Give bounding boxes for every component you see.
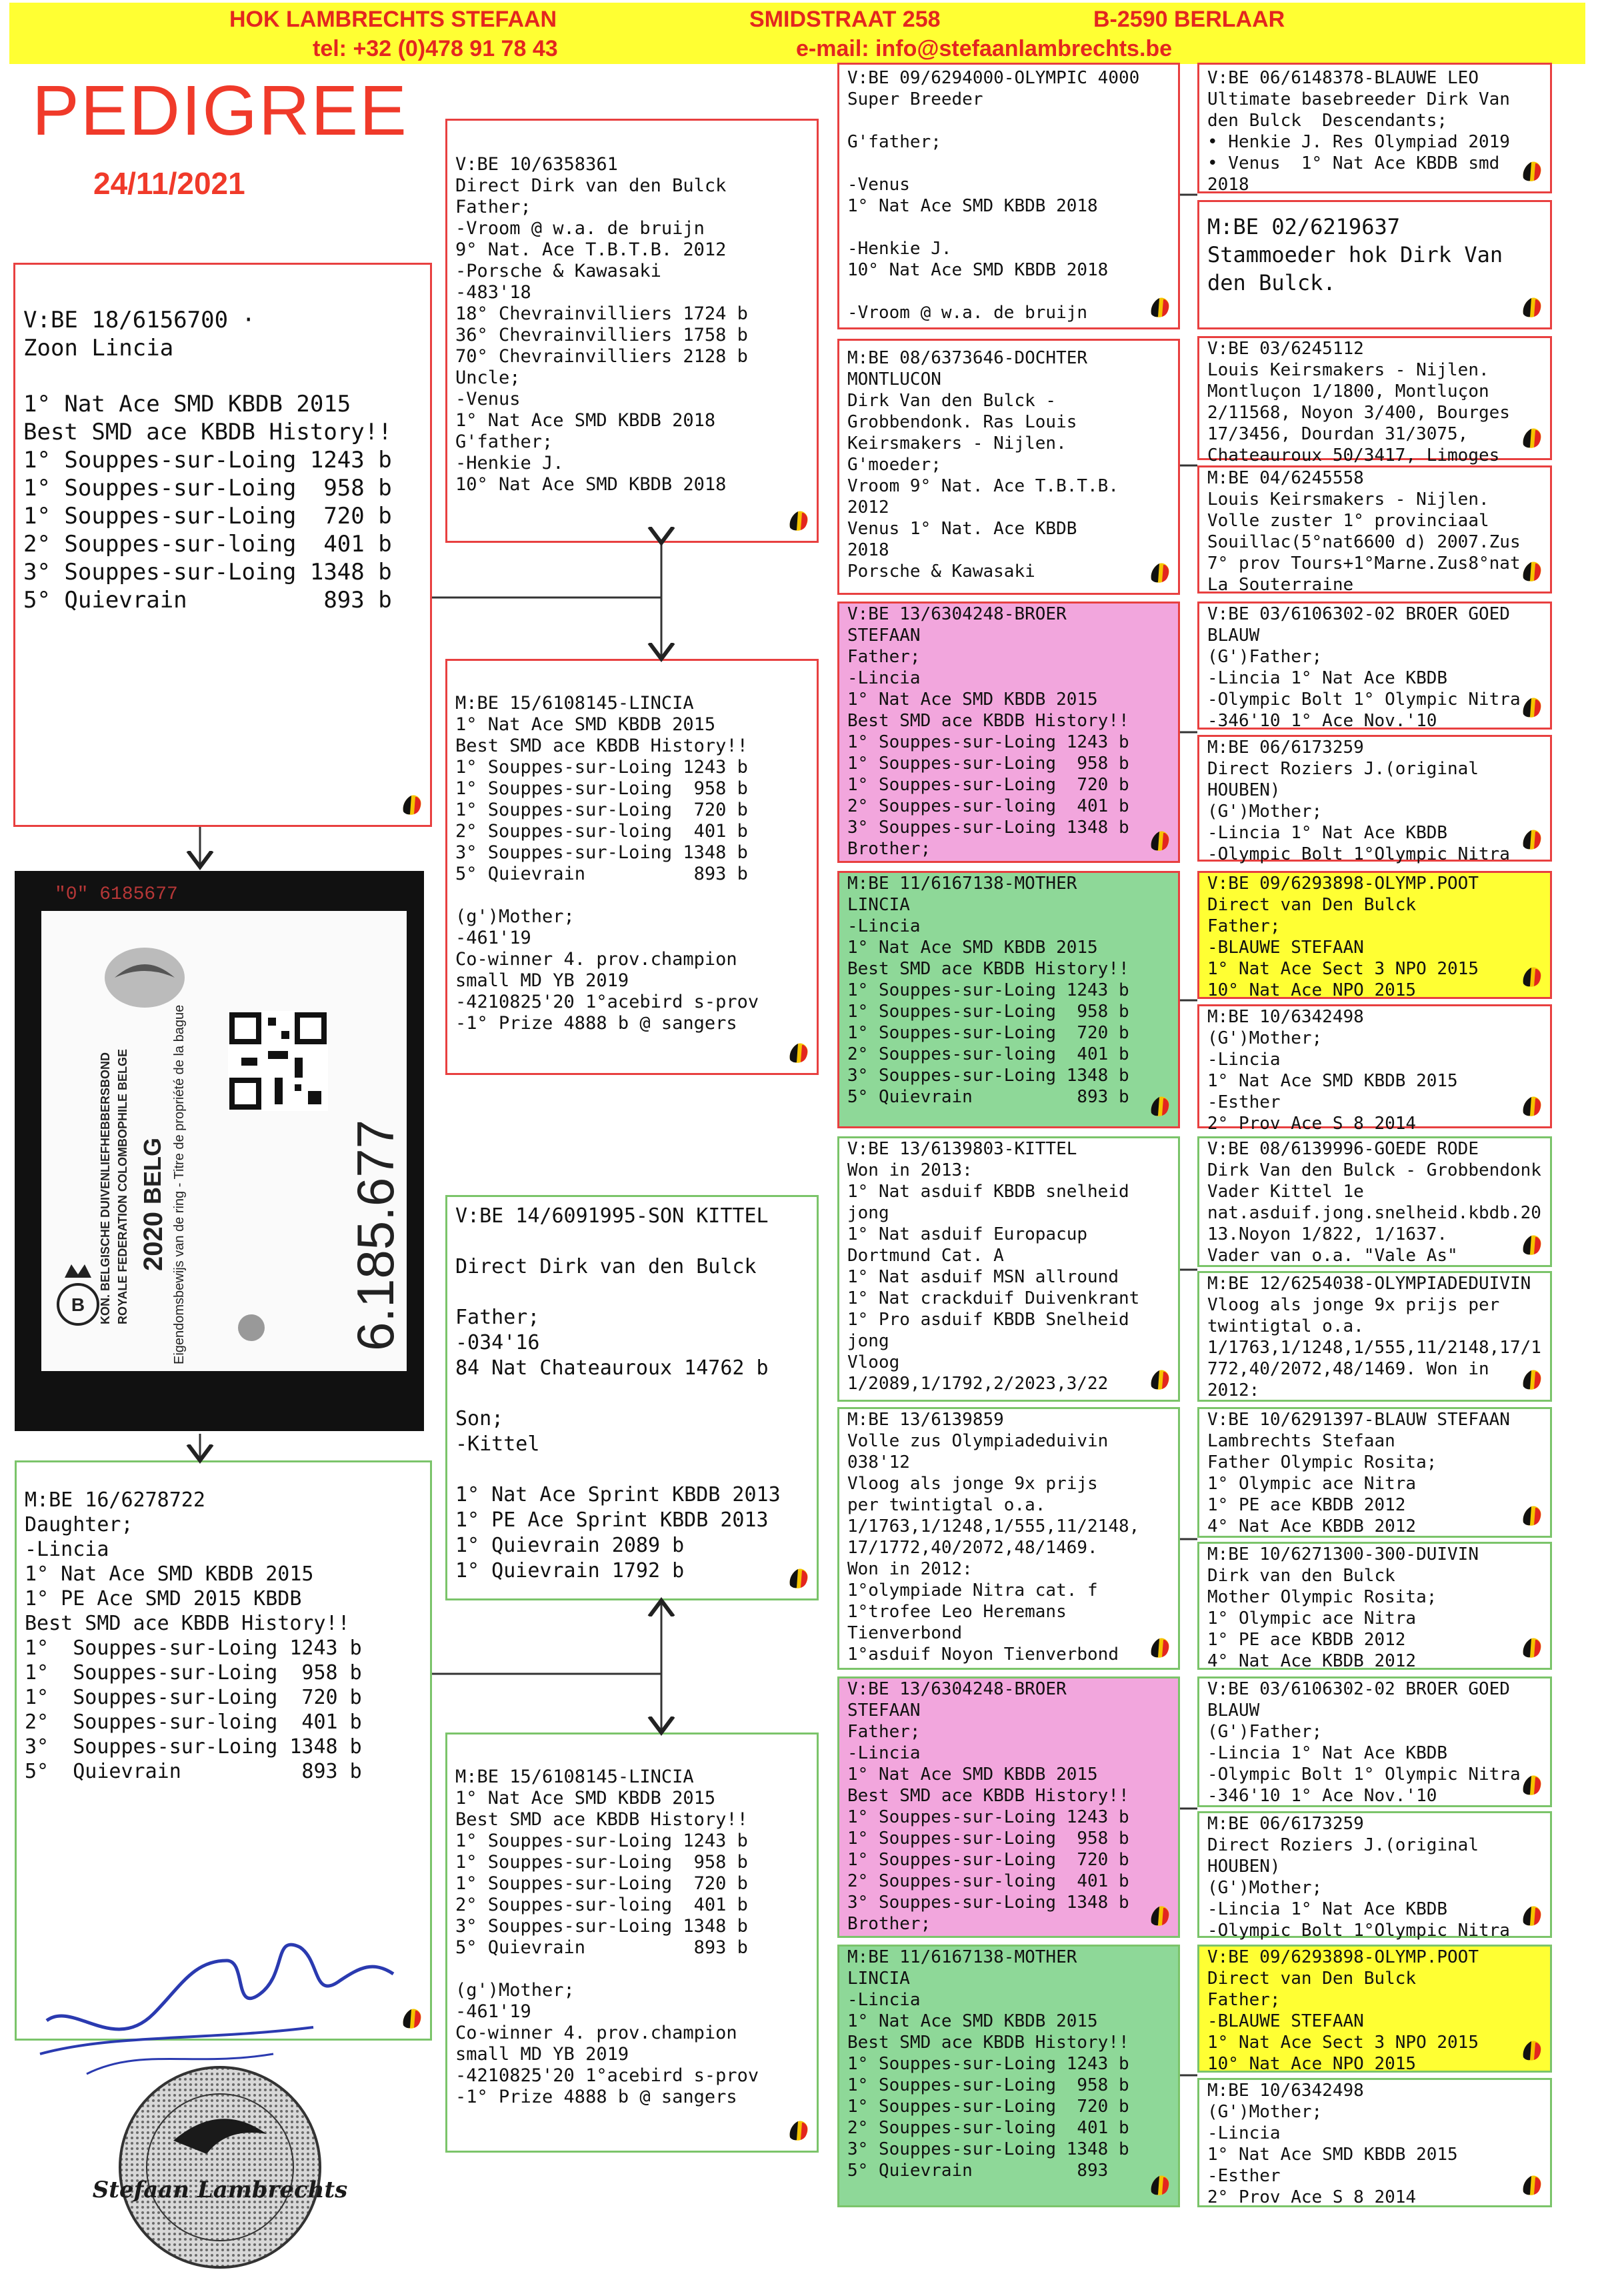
pedigree-line: STEFAAN	[847, 626, 921, 646]
pedigree-line: -Olympic Bolt 1° Olympic Nitra	[1207, 1765, 1521, 1785]
pedigree-line: 3° Souppes-sur-Loing 1348 b	[847, 1893, 1129, 1913]
loft-city: B-2590 BERLAAR	[1093, 7, 1285, 32]
pedigree-line: 10° Nat Ace NPO 2015	[1207, 2054, 1417, 2074]
pedigree-line: Volle zus Olympiadeduivin	[847, 1431, 1109, 1451]
pedigree-line: M:BE 11/6167138-MOTHER	[847, 1947, 1077, 1967]
pedigree-line: 1/2089,1/1792,2/2023,3/22	[847, 1374, 1109, 1394]
pedigree-line: 1/1763,1/1248,1/555,11/2148,17/1	[1207, 1338, 1541, 1358]
pedigree-line: Co-winner 4. prov.champion	[455, 949, 737, 970]
pedigree-line: V:BE 13/6304248-BROER	[847, 1679, 1067, 1699]
pedigree-line: Direct Roziers J.(original	[1207, 759, 1479, 779]
pedigree-line: 1° Souppes-sur-Loing 958 b	[847, 1829, 1129, 1849]
pedigree-line: -BLAUWE STEFAAN	[1207, 938, 1364, 958]
pedigree-line: • Henkie J. Res Olympiad 2019	[1207, 132, 1510, 152]
pedigree-line: (g')Mother;	[455, 906, 575, 927]
pedigree-line: -1° Prize 4888 b @ sangers	[455, 2087, 737, 2107]
pedigree-line: M:BE 10/6342498	[1207, 2081, 1364, 2101]
pedigree-line: 1° Nat Ace SMD KBDB 2015	[847, 938, 1098, 958]
pedigree-line: 1° Souppes-sur-Loing 720 b	[25, 1686, 362, 1709]
pedigree-line: Co-winner 4. prov.champion	[455, 2023, 737, 2043]
pedigree-line: 1° Nat Ace SMD KBDB 2015	[847, 2011, 1098, 2031]
pedigree-line: 2° Souppes-sur-loing 401 b	[455, 821, 748, 842]
pedigree-line: -Venus	[455, 389, 521, 409]
pedigree-line: 1° Nat Ace SMD KBDB 2015	[847, 690, 1098, 710]
pedigree-line: Best SMD ace KBDB History!!	[847, 1786, 1129, 1806]
pedigree-line: -4210825'20 1°acebird s-prov	[455, 2065, 759, 2086]
pedigree-line: Uncle;	[455, 367, 521, 388]
pedigree-line: M:BE 15/6108145-LINCIA	[455, 693, 694, 714]
pedigree-line: Vader Kittel 1e	[1207, 1182, 1364, 1202]
pedigree-line: Vader van o.a. "Vale As"	[1207, 1246, 1458, 1266]
pedigree-line: M:BE 08/6373646-DOCHTER	[847, 348, 1088, 368]
pedigree-line: M:BE 16/6278722	[25, 1488, 205, 1512]
pedigree-line: 1° Nat crackduif Duivenkrant	[847, 1288, 1140, 1308]
pedigree-line: G'father;	[847, 132, 941, 152]
svg-text:B: B	[71, 1294, 85, 1315]
pedigree-line: Won in 2012:	[847, 1559, 973, 1579]
pedigree-line: Vroom 9° Nat. Ace T.B.T.B.	[847, 476, 1119, 496]
pedigree-line: per twintigtal o.a.	[847, 1495, 1046, 1515]
loft-name: HOK LAMBRECHTS STEFAAN	[229, 7, 557, 32]
pedigree-line: -Vroom @ w.a. de bruijn	[847, 303, 1088, 323]
pedigree-line: 1° Souppes-sur-Loing 720 b	[847, 1850, 1129, 1870]
pedigree-line: V:BE 18/6156700 ·	[23, 307, 255, 333]
pedigree-line: 17/1772,40/2072,48/1469.	[847, 1538, 1098, 1558]
pedigree-line: 2° Souppes-sur-loing 401 b	[847, 796, 1129, 816]
pedigree-line: M:BE 15/6108145-LINCIA	[455, 1767, 694, 1787]
pedigree-line: 2012:	[1207, 1380, 1260, 1400]
pedigree-line: Louis Keirsmakers - Nijlen.	[1207, 360, 1489, 380]
pedigree-line: 1° Souppes-sur-Loing 1243 b	[847, 1807, 1129, 1827]
pedigree-line: 1° Souppes-sur-Loing 1243 b	[847, 2054, 1129, 2074]
pedigree-line: den Bulck Descendants;	[1207, 111, 1448, 131]
pedigree-line: STEFAAN	[847, 1700, 921, 1720]
federation-fr: ROYALE FEDERATION COLOMBOPHILE BELGE	[116, 1048, 129, 1324]
pedigree-line: Best SMD ace KBDB History!!	[847, 2033, 1129, 2053]
pedigree-line: 5° Quievrain 893 b	[847, 1087, 1129, 1107]
pedigree-line: Direct Roziers J.(original	[1207, 1835, 1479, 1855]
pedigree-line: 1° Souppes-sur-Loing 1243 b	[455, 1831, 748, 1851]
loft-email[interactable]: e-mail: info@stefaanlambrechts.be	[796, 36, 1173, 61]
pedigree-line: 1° Nat Ace Sect 3 NPO 2015	[1207, 959, 1479, 979]
pedigree-line: 1° Nat Ace SMD KBDB 2015	[455, 1788, 716, 1809]
pedigree-line: 1° PE ace KBDB 2012	[1207, 1630, 1406, 1650]
pedigree-line: BLAUW	[1207, 626, 1260, 646]
pedigree-line: Father Olympic Rosita;	[1207, 1452, 1437, 1472]
pedigree-line: small MD YB 2019	[455, 970, 629, 991]
pedigree-line: 1° Souppes-sur-Loing 958 b	[455, 778, 748, 799]
pedigree-line: 10° Nat Ace SMD KBDB 2018	[847, 260, 1109, 280]
pedigree-line: 1° PE Ace SMD 2015 KBDB	[25, 1587, 302, 1610]
pedigree-line: 1° Souppes-sur-Loing 958 b	[847, 1002, 1129, 1022]
pedigree-line: V:BE 03/6245112	[1207, 339, 1364, 359]
pedigree-line: Father;	[455, 1306, 540, 1329]
pedigree-line: 1° Souppes-sur-Loing 720 b	[455, 800, 748, 820]
pedigree-line: Father;	[1207, 916, 1281, 936]
hologram-seal-icon	[92, 2061, 348, 2274]
pedigree-line: -Olympic Bolt 1° Olympic Nitra	[1207, 690, 1521, 710]
pedigree-line: M:BE 06/6173259	[1207, 1814, 1364, 1834]
pedigree-line: 2° Souppes-sur-loing 401 b	[25, 1710, 362, 1734]
pedigree-line: 1° Nat asduif MSN allround	[847, 1267, 1119, 1287]
pedigree-line: Mother Olympic Rosita;	[1207, 1587, 1437, 1607]
pedigree-line: 5° Quievrain 893 b	[455, 1937, 748, 1958]
seal-name: Stefaan Lambrechts	[92, 2177, 348, 2203]
pedigree-line: V:BE 09/6293898-OLYMP.POOT	[1207, 1947, 1479, 1967]
ownership-text: Eigendomsbewijs van de ring - Titre de propriété de la bague	[172, 1004, 187, 1364]
pedigree-line: Son;	[455, 1407, 504, 1430]
pedigree-line: Best SMD ace KBDB History!!	[455, 1809, 748, 1830]
pedigree-line: Best SMD ace KBDB History!!	[455, 736, 748, 756]
pedigree-line: Brother;	[847, 839, 931, 859]
pedigree-line: 2° Souppes-sur-loing 401 b	[847, 2118, 1129, 2138]
pedigree-line: 3° Souppes-sur-Loing 1348 b	[847, 2139, 1129, 2159]
pedigree-line: Ultimate basebreeder Dirk Van	[1207, 89, 1510, 109]
pedigree-line: 1° Nat Ace SMD KBDB 2015	[25, 1562, 314, 1586]
pedigree-line: 1° Nat Ace SMD KBDB 2015	[455, 714, 716, 735]
pedigree-line: jong	[847, 1203, 889, 1223]
pedigree-line: Direct van Den Bulck	[1207, 1969, 1417, 1989]
pedigree-line: 2° Prov Ace S 8 2014	[1207, 2187, 1417, 2207]
pedigree-line: jong	[847, 1331, 889, 1351]
pedigree-line: 3° Souppes-sur-Loing 1348 b	[23, 559, 392, 586]
pedigree-line: 2018	[847, 540, 889, 560]
pedigree-line: 1° Souppes-sur-Loing 720 b	[847, 1023, 1129, 1043]
pedigree-line: M:BE 06/6173259	[1207, 738, 1364, 758]
pedigree-line: La Souterraine	[1207, 575, 1354, 595]
pedigree-line: (G')Father;	[1207, 647, 1323, 667]
pedigree-line: 1° Nat asduif KBDB snelheid	[847, 1182, 1129, 1202]
page-title: PEDIGREE	[32, 71, 408, 150]
pedigree-line: 4° Nat Ace KBDB 2012	[1207, 1651, 1417, 1671]
pedigree-line: (g')Mother;	[455, 1980, 575, 2001]
pedigree-line: -Esther	[1207, 1092, 1281, 1112]
pedigree-line: Montluçon 1/1800, Montluçon	[1207, 381, 1489, 401]
pedigree-line: 1° Souppes-sur-Loing 1243 b	[455, 757, 748, 778]
pedigree-line: Won in 2013:	[847, 1160, 973, 1180]
pedigree-line: 1° Nat Ace SMD KBDB 2018	[455, 410, 716, 431]
pedigree-line: Daughter;	[25, 1513, 133, 1536]
pedigree-line: M:BE 13/6139859	[847, 1410, 1004, 1430]
pedigree-line: Vloog als jonge 9x prijs	[847, 1474, 1098, 1494]
pedigree-line: -483'18	[455, 282, 531, 303]
pedigree-line: Grobbendonk. Ras Louis	[847, 412, 1077, 432]
pedigree-line: 18° Chevrainvilliers 1724 b	[455, 303, 748, 324]
ring-number: 6.185.677	[346, 1119, 405, 1351]
pedigree-line: Keirsmakers - Nijlen.	[847, 433, 1067, 453]
pedigree-line: 1°trofee Leo Heremans	[847, 1602, 1067, 1622]
pedigree-line: 1° Nat Ace Sect 3 NPO 2015	[1207, 2033, 1479, 2053]
pedigree-line: 1° Souppes-sur-Loing 1243 b	[847, 732, 1129, 752]
pedigree-line: 13.Noyon 1/822, 1/1637.	[1207, 1224, 1448, 1244]
pedigree-line: 4° Nat Ace KBDB 2012	[1207, 1516, 1417, 1536]
pedigree-line: 5° Quievrain 893	[847, 2161, 1109, 2181]
pedigree-line: 1° Nat Ace SMD KBDB 2015	[23, 391, 351, 417]
pedigree-line: Brother;	[847, 1914, 931, 1934]
pedigree-line: -034'16	[455, 1331, 540, 1354]
pedigree-line: 2° Souppes-sur-loing 401 b	[847, 1871, 1129, 1891]
pedigree-line: Best SMD ace KBDB History!!	[23, 419, 392, 445]
pedigree-line: 17/3456, Dourdan 31/3075,	[1207, 424, 1469, 444]
pedigree-line: -Olympic Bolt 1°Olympic Nitra	[1207, 1921, 1510, 1941]
pedigree-line: 3° Souppes-sur-Loing 1348 b	[25, 1735, 362, 1759]
pedigree-line: (G')Father;	[1207, 1722, 1323, 1742]
pedigree-line: -Lincia	[847, 1990, 921, 2010]
pedigree-line: Chateauroux 50/3417, Limoges	[1207, 445, 1500, 465]
pedigree-line: 1° Souppes-sur-Loing 958 b	[847, 2075, 1129, 2095]
pedigree-line: LINCIA	[847, 1969, 910, 1989]
pedigree-line: M:BE 02/6219637	[1207, 214, 1400, 239]
pedigree-line: 3° Souppes-sur-Loing 1348 b	[455, 1916, 748, 1937]
pedigree-line: 1° Souppes-sur-Loing 720 b	[847, 2097, 1129, 2117]
pedigree-line: -Lincia	[847, 1743, 921, 1763]
pedigree-line: Vloog	[847, 1352, 900, 1372]
pedigree-line: V:BE 06/6148378-BLAUWE LEO	[1207, 68, 1479, 88]
pedigree-line: 1° Souppes-sur-Loing 1243 b	[847, 980, 1129, 1000]
pedigree-line: 1° Souppes-sur-Loing 958 b	[847, 754, 1129, 774]
pedigree-line: 2/11568, Noyon 3/400, Bourges	[1207, 403, 1510, 423]
pedigree-line: V:BE 08/6139996-GOEDE RODE	[1207, 1139, 1479, 1159]
pedigree-line: 3° Souppes-sur-Loing 1348 b	[847, 818, 1129, 838]
pedigree-line: Father;	[847, 647, 921, 667]
pedigree-line: 1° Nat Ace SMD KBDB 2015	[847, 1765, 1098, 1785]
pedigree-line: • Venus 1° Nat Ace KBDB smd	[1207, 153, 1500, 173]
pedigree-line: -346'10 1° Ace Nov.'10	[1207, 711, 1437, 731]
pedigree-line: V:BE 10/6358361	[455, 154, 618, 175]
pedigree-line: Father;	[847, 1722, 921, 1742]
pedigree-line: 5° Quievrain 893 b	[23, 587, 392, 614]
pedigree-line: 1° Souppes-sur-Loing 720 b	[455, 1873, 748, 1894]
pedigree-line: -Henkie J.	[847, 239, 952, 259]
pedigree-line: -4210825'20 1°acebird s-prov	[455, 992, 759, 1012]
pedigree-line: Souillac(5°nat6600 d) 2007.Zus	[1207, 532, 1521, 552]
federation-nl: KON. BELGISCHE DUIVENLIEFHEBBERSBOND	[99, 1052, 112, 1324]
pedigree-line: M:BE 10/6342498	[1207, 1007, 1364, 1027]
pedigree-line: HOUBEN)	[1207, 1857, 1281, 1877]
pedigree-line: 1° Souppes-sur-Loing 720 b	[847, 775, 1129, 795]
ring-overprint: "0" 6185677	[55, 884, 178, 905]
pedigree-line: 3° Souppes-sur-Loing 1348 b	[455, 842, 748, 863]
pedigree-line: 038'12	[847, 1452, 910, 1472]
pedigree-line: 36° Chevrainvilliers 1758 b	[455, 325, 748, 345]
pedigree-line: V:BE 13/6304248-BROER	[847, 604, 1067, 624]
pedigree-line: 1° Nat Ace SMD KBDB 2015	[1207, 2145, 1458, 2165]
pedigree-line: -Lincia 1° Nat Ace KBDB	[1207, 1899, 1448, 1919]
pedigree-line: den Bulck.	[1207, 270, 1336, 295]
pedigree-line: -Lincia 1° Nat Ace KBDB	[1207, 668, 1448, 688]
pedigree-line: -Olympic Bolt 1°Olympic Nitra	[1207, 844, 1510, 864]
pedigree-line: Best SMD ace KBDB History!!	[847, 711, 1129, 731]
pedigree-date: 24/11/2021	[93, 166, 245, 201]
pedigree-line: -Lincia	[847, 668, 921, 688]
pedigree-line: -Vroom @ w.a. de bruijn	[455, 218, 705, 239]
pedigree-line: 10° Nat Ace NPO 2015	[1207, 980, 1417, 1000]
pedigree-line: Dirk Van den Bulck -	[847, 391, 1057, 411]
pedigree-line: -461'19	[455, 928, 531, 948]
pedigree-line: V:BE 14/6091995-SON KITTEL	[455, 1204, 769, 1228]
pedigree-line: V:BE 03/6106302-02 BROER GOED	[1207, 604, 1510, 624]
loft-phone: tel: +32 (0)478 91 78 43	[313, 36, 558, 61]
pedigree-line: 1° PE Ace Sprint KBDB 2013	[455, 1508, 769, 1532]
pedigree-line: Volle zuster 1° provinciaal	[1207, 511, 1489, 531]
pedigree-line: 5° Quievrain 893 b	[25, 1760, 362, 1783]
pedigree-line: -Lincia	[847, 916, 921, 936]
pedigree-line: Vloog als jonge 9x prijs per	[1207, 1295, 1500, 1315]
pedigree-line: Dirk van den Bulck	[1207, 1566, 1395, 1586]
pedigree-line: -Lincia 1° Nat Ace KBDB	[1207, 1743, 1448, 1763]
pedigree-line: 1° Nat Ace SMD KBDB 2015	[1207, 1071, 1458, 1091]
pedigree-line: (G')Mother;	[1207, 2102, 1323, 2122]
pedigree-line: Stammoeder hok Dirk Van	[1207, 242, 1503, 267]
pedigree-line: Porsche & Kawasaki	[847, 561, 1035, 582]
pedigree-line: Venus 1° Nat. Ace KBDB	[847, 519, 1077, 539]
pedigree-line: 84 Nat Chateauroux 14762 b	[455, 1356, 769, 1380]
pedigree-line: V:BE 09/6294000-OLYMPIC 4000	[847, 68, 1140, 88]
pedigree-line: HOUBEN)	[1207, 780, 1281, 800]
pedigree-line: nat.asduif.jong.snelheid.kbdb.20	[1207, 1203, 1541, 1223]
pedigree-line: 1° Souppes-sur-Loing 958 b	[23, 475, 392, 501]
pedigree-line: 1° Souppes-sur-Loing 1243 b	[25, 1636, 362, 1660]
pedigree-line: 2018	[1207, 175, 1249, 195]
ring-country: BELG	[139, 1137, 166, 1204]
pedigree-line: M:BE 12/6254038-OLYMPIADEDUIVIN	[1207, 1274, 1531, 1294]
pedigree-line: LINCIA	[847, 895, 910, 915]
pedigree-line: MONTLUCON	[847, 369, 941, 389]
pedigree-line: V:BE 09/6293898-OLYMP.POOT	[1207, 874, 1479, 894]
pedigree-line: G'father;	[455, 431, 553, 452]
pedigree-line: 1° Olympic ace Nitra	[1207, 1608, 1417, 1628]
loft-street: SMIDSTRAAT 258	[749, 7, 941, 32]
pedigree-line: Father;	[455, 197, 531, 217]
pedigree-line: -Lincia 1° Nat Ace KBDB	[1207, 823, 1448, 843]
pedigree-line: 2012	[847, 497, 889, 517]
pedigree-line: 1° Souppes-sur-Loing 1243 b	[23, 447, 392, 473]
pedigree-line: 1° Souppes-sur-Loing 958 b	[25, 1661, 362, 1684]
pedigree-line: Tienverbond	[847, 1623, 963, 1643]
pedigree-line: Best SMD ace KBDB History!!	[25, 1612, 350, 1635]
pedigree-line: Dortmund Cat. A	[847, 1246, 1004, 1266]
pedigree-line: -Lincia	[25, 1538, 109, 1561]
pedigree-line: twintigtal o.a.	[1207, 1316, 1364, 1336]
pedigree-line: Super Breeder	[847, 89, 983, 109]
pedigree-line: M:BE 10/6271300-300-DUIVIN	[1207, 1544, 1479, 1564]
pedigree-line: small MD YB 2019	[455, 2044, 629, 2065]
pedigree-line: 1° Pro asduif KBDB Snelheid	[847, 1310, 1129, 1330]
pedigree-line: 10° Nat Ace SMD KBDB 2018	[455, 474, 727, 495]
pedigree-line: 1° Quievrain 2089 b	[455, 1534, 685, 1557]
pedigree-line: Louis Keirsmakers - Nijlen.	[1207, 489, 1489, 509]
pedigree-line: 5° Quievrain 893 b	[455, 864, 748, 884]
pedigree-line: Father;	[1207, 1990, 1281, 2010]
pedigree-line: -Porsche & Kawasaki	[455, 261, 661, 281]
pedigree-line: V:BE 13/6139803-KITTEL	[847, 1139, 1077, 1159]
pedigree-line: 9° Nat. Ace T.B.T.B. 2012	[455, 239, 727, 260]
pedigree-line: Direct Dirk van den Bulck	[455, 1255, 757, 1278]
pedigree-line: -Henkie J.	[455, 453, 564, 473]
pedigree-line: -346'10 1° Ace Nov.'10	[1207, 1786, 1437, 1806]
pedigree-line: (G')Mother;	[1207, 1878, 1323, 1898]
pedigree-line: Dirk Van den Bulck - Grobbendonk	[1207, 1160, 1541, 1180]
pedigree-line: 7° prov Tours+1°Marne.Zus8°nat	[1207, 553, 1521, 573]
pedigree-line: 1° Nat asduif Europacup	[847, 1224, 1088, 1244]
pedigree-line: 1° PE ace KBDB 2012	[1207, 1495, 1406, 1515]
pedigree-line: -Venus	[847, 175, 910, 195]
pedigree-line: 2° Souppes-sur-loing 401 b	[455, 1895, 748, 1915]
pedigree-line: 70° Chevrainvilliers 2128 b	[455, 346, 748, 367]
pedigree-line: 2° Souppes-sur-loing 401 b	[847, 1044, 1129, 1064]
pedigree-line: 1°asduif Noyon Tienverbond	[847, 1644, 1119, 1664]
pedigree-line: (G')Mother;	[1207, 1028, 1323, 1048]
pedigree-line: -BLAUWE STEFAAN	[1207, 2011, 1364, 2031]
pedigree-line: Direct Dirk van den Bulck	[455, 175, 727, 196]
pedigree-line: 1° Nat Ace Sprint KBDB 2013	[455, 1483, 781, 1506]
pedigree-line: V:BE 03/6106302-02 BROER GOED	[1207, 1679, 1510, 1699]
pedigree-line: 2° Prov Ace S 8 2014	[1207, 1114, 1417, 1134]
pedigree-line: V:BE 10/6291397-BLAUW STEFAAN	[1207, 1410, 1510, 1430]
pedigree-line: Best SMD ace KBDB History!!	[847, 959, 1129, 979]
pedigree-line: -Kittel	[455, 1432, 540, 1456]
pedigree-line: 1/1763,1/1248,1/555,11/2148,	[847, 1516, 1140, 1536]
pedigree-line: Zoon Lincia	[23, 335, 174, 361]
pedigree-line: -Lincia	[1207, 1050, 1281, 1070]
pedigree-line: 2° Souppes-sur-loing 401 b	[23, 531, 392, 557]
pedigree-line: 772,40/2072,48/1469. Won in	[1207, 1359, 1489, 1379]
ring-year: 2020	[139, 1212, 168, 1271]
pedigree-line: M:BE 11/6167138-MOTHER	[847, 874, 1077, 894]
pedigree-line: -1° Prize 4888 b @ sangers	[455, 1013, 737, 1034]
pedigree-line: 1° Quievrain 1792 b	[455, 1559, 685, 1582]
pedigree-line: Lambrechts Stefaan	[1207, 1431, 1395, 1451]
pedigree-line: 1° Olympic ace Nitra	[1207, 1474, 1417, 1494]
pedigree-line: -Esther	[1207, 2166, 1281, 2186]
pedigree-line: -Lincia	[1207, 2123, 1281, 2143]
pedigree-line: 1°olympiade Nitra cat. f	[847, 1580, 1098, 1600]
pedigree-line: -461'19	[455, 2001, 531, 2022]
pedigree-line: 1° Souppes-sur-Loing 958 b	[455, 1852, 748, 1873]
pedigree-line: 1° Nat Ace SMD KBDB 2018	[847, 196, 1098, 216]
pedigree-line: BLAUW	[1207, 1700, 1260, 1720]
pedigree-line: 3° Souppes-sur-Loing 1348 b	[847, 1066, 1129, 1086]
pedigree-line: 1° Souppes-sur-Loing 720 b	[23, 503, 392, 529]
pedigree-line: G'moeder;	[847, 455, 941, 475]
pedigree-line: Direct van Den Bulck	[1207, 895, 1417, 915]
pedigree-line: (G')Mother;	[1207, 802, 1323, 822]
pedigree-line: M:BE 04/6245558	[1207, 468, 1364, 488]
